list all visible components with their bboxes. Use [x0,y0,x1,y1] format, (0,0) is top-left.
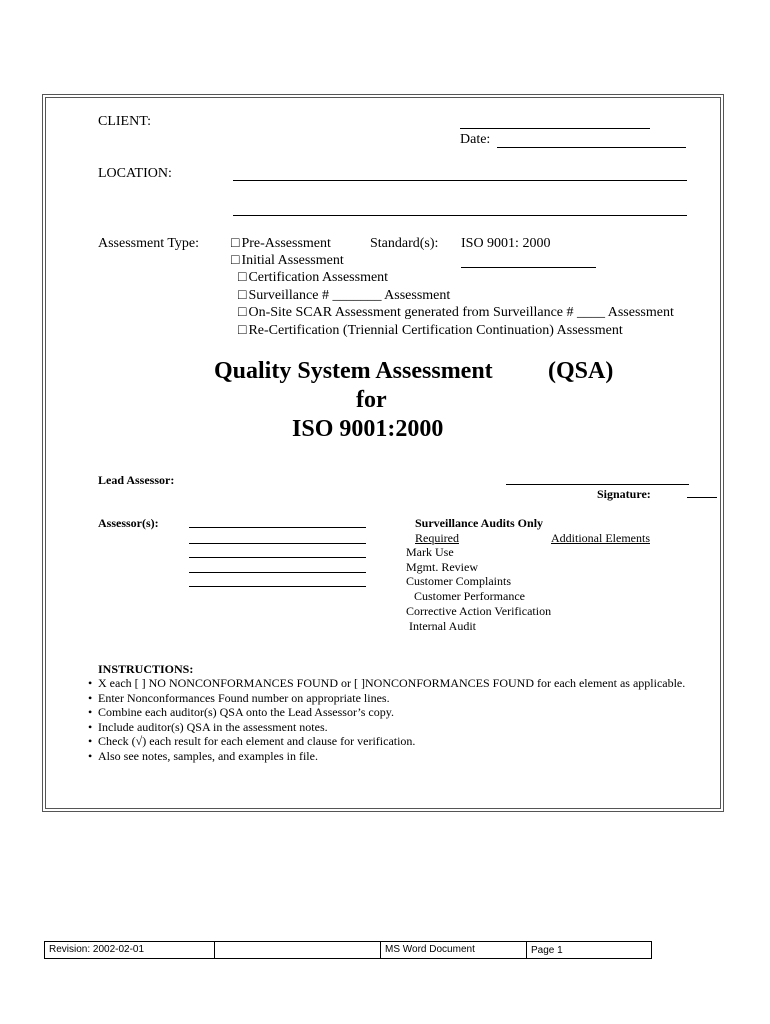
option-recertification-assessment[interactable]: □ Re-Certification (Triennial Certification Continuation) Assessment [238,323,623,338]
list-item: • Enter Nonconformances Found number on appropriate lines. [88,691,713,706]
checkbox-icon: □ [238,288,247,303]
option-pre-assessment[interactable]: □ Pre-Assessment [231,236,331,251]
footer-page: Page 1 [531,945,563,956]
signature-line[interactable] [687,497,717,498]
page-title-for: for [356,387,387,413]
date-line[interactable] [497,147,686,148]
surveillance-item-mark-use: Mark Use [406,545,454,559]
required-label: Required [415,531,459,545]
checkbox-icon: □ [231,236,240,251]
footer-table [44,941,652,959]
option-certification-assessment[interactable]: □ Certification Assessment [238,270,389,285]
instructions-list [88,676,713,764]
signature-label: Signature: [597,487,651,501]
checkbox-icon: □ [238,323,247,338]
standards-value: ISO 9001: 2000 [461,236,551,251]
surveillance-item-corrective-action: Corrective Action Verification [406,604,552,618]
location-line-1[interactable] [233,180,687,181]
assessors-label: Assessor(s): [98,516,159,530]
footer-document: MS Word Document [381,942,527,958]
option-initial-assessment[interactable]: □ Initial Assessment [231,253,344,268]
option-surveillance-assessment[interactable]: □ Surveillance # _______ Assessment [238,288,451,303]
standards-label: Standard(s): [370,236,439,251]
page-title-abbr: (QSA) [548,358,614,384]
assessor-line-5[interactable] [189,586,366,587]
lead-assessor-line[interactable] [506,484,689,485]
list-item: • Combine each auditor(s) QSA onto the Lead Assessor’s copy. [88,705,713,720]
client-line[interactable] [460,128,650,129]
lead-assessor-label: Lead Assessor: [98,473,175,487]
instructions-heading: INSTRUCTIONS: [98,662,194,676]
footer-blank [215,942,381,958]
assessor-line-1[interactable] [189,527,366,528]
standards-line[interactable] [461,267,596,268]
client-label: CLIENT: [98,114,151,129]
location-line-2[interactable] [233,215,687,216]
assessor-line-4[interactable] [189,572,366,573]
surveillance-item-customer-performance: Customer Performance [414,589,525,603]
surveillance-item-customer-complaints: Customer Complaints [406,574,511,588]
assessor-line-2[interactable] [189,543,366,544]
checkbox-icon: □ [238,270,247,285]
assessor-line-3[interactable] [189,557,366,558]
option-onsite-scar-assessment[interactable]: □ On-Site SCAR Assessment generated from Surveillance # ____ Assessment [238,305,674,320]
list-item: • Include auditor(s) QSA in the assessment notes. [88,720,713,735]
list-item: • Check (√) each result for each element and clause for verification. [88,734,713,749]
date-label: Date: [460,132,491,147]
page-title-standard: ISO 9001:2000 [292,416,444,442]
checkbox-icon: □ [238,305,247,320]
checkbox-icon: □ [231,253,240,268]
surveillance-item-internal-audit: Internal Audit [409,619,476,633]
location-label: LOCATION: [98,166,172,181]
list-item: • X each [ ] NO NONCONFORMANCES FOUND or [ ]NONCONFORMANCES FOUND for each element as applicable. [88,676,713,691]
assessment-type-label: Assessment Type: [98,236,200,251]
additional-elements-label: Additional Elements [551,531,650,545]
surveillance-heading: Surveillance Audits Only [415,516,544,530]
footer-revision: Revision: 2002-02-01 [45,942,215,958]
surveillance-item-mgmt-review: Mgmt. Review [406,560,478,574]
page-title: Quality System Assessment [214,358,493,384]
list-item: • Also see notes, samples, and examples in file. [88,749,713,764]
